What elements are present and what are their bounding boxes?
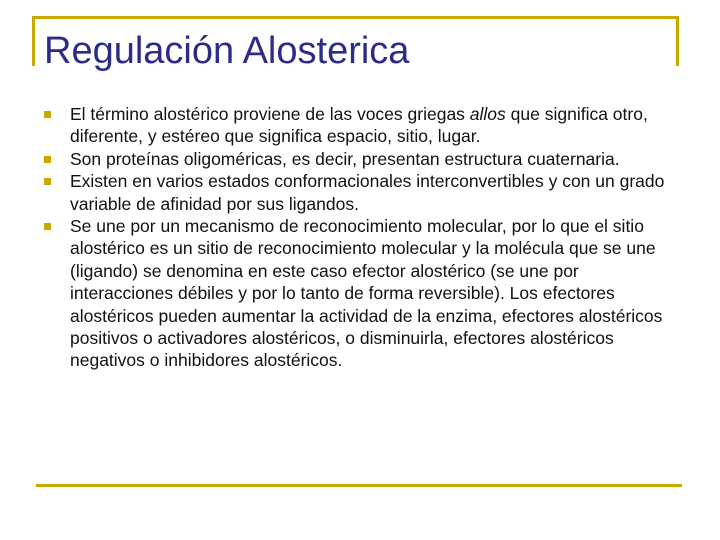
square-bullet-icon bbox=[44, 178, 51, 185]
square-bullet-icon bbox=[44, 156, 51, 163]
title-frame-top-rule bbox=[32, 16, 678, 19]
bottom-divider-rule bbox=[36, 484, 682, 487]
bullet-text: Son proteínas oligoméricas, es decir, presentan estructura cuaternaria. bbox=[70, 148, 620, 169]
bullet-item bbox=[44, 103, 680, 148]
bullet-list bbox=[44, 103, 680, 372]
square-bullet-icon bbox=[44, 111, 51, 118]
bullet-text: Se une por un mecanismo de reconocimiento molecular, por lo que el sitio alostérico es un sitio de reconocimiento molecular y la molécula que se une (ligando) se denomina en este caso efector alostérico (se une por interacciones débiles y por lo tanto de forma reversible). Los efectores alostéricos pueden aumentar la actividad de la enzima, efectores alostéricos positivos o activadores alostéricos, o disminuirla, efectores alostéricos negativos o inhibidores alostéricos. bbox=[70, 216, 663, 371]
square-bullet-icon bbox=[44, 223, 51, 230]
bullet-text-end: que significa otro, diferente, y estéreo que significa espacio, sitio, lugar. bbox=[70, 104, 648, 147]
bullet-text: Existen en varios estados conformacionales interconvertibles y con un grado variable de afinidad por sus ligandos. bbox=[70, 171, 665, 214]
title-frame-right-rule bbox=[676, 16, 679, 66]
bullet-item bbox=[44, 170, 680, 215]
title-frame-left-rule bbox=[32, 16, 35, 66]
bullet-emphasis: allos bbox=[469, 104, 506, 124]
slide-title: Regulación Alosterica bbox=[44, 30, 410, 72]
bullet-text-start: El término alostérico proviene de las voces griegas bbox=[70, 104, 470, 124]
bullet-item bbox=[44, 215, 680, 372]
bullet-item bbox=[44, 148, 680, 170]
